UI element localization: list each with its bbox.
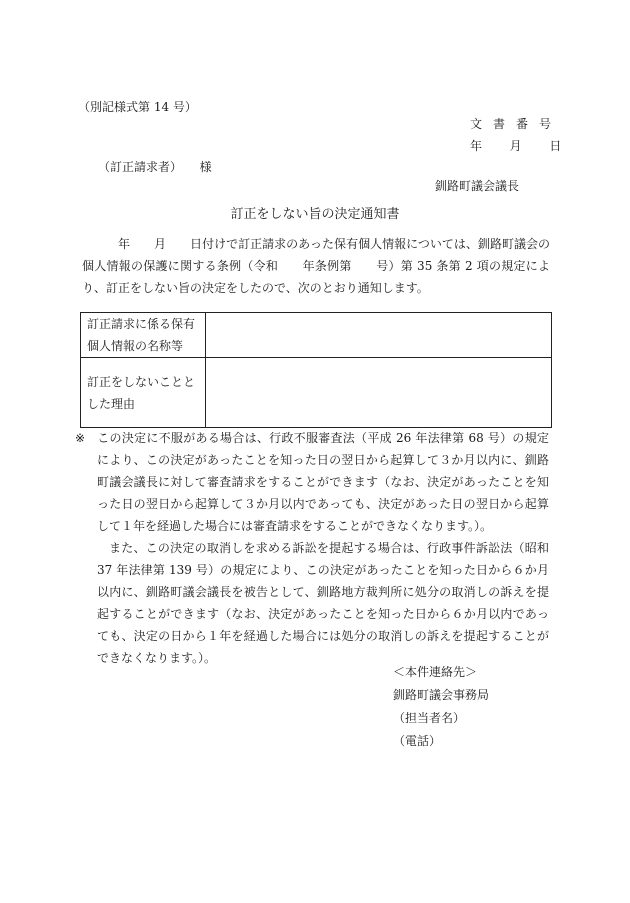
table-row <box>81 358 552 428</box>
recipient-label: （訂正請求者） <box>98 160 183 174</box>
issuer-name: 釧路町議会議長 <box>435 179 520 193</box>
table-label-cell <box>81 313 206 358</box>
table-row <box>81 313 552 358</box>
recipient-line <box>98 161 212 173</box>
document-number-label: 文書番号 <box>470 117 563 131</box>
note-marker: ※ <box>75 431 86 445</box>
table-label-line: した理由 <box>87 396 136 411</box>
recipient-honorific: 様 <box>199 160 212 174</box>
body-paragraph: 年 月 日付けで訂正請求のあった保有個人情報については、釧路町議会の個人情報の保護に関する条例（令和 年条例第 号）第 35 条第 2 項の規定により、訂正をしない旨の決定をしたので、次のとおり通知します。 <box>82 237 550 295</box>
document-title: 訂正をしない旨の決定通知書 <box>230 207 400 222</box>
contact-block <box>393 661 489 753</box>
contact-phone: （電話） <box>393 734 442 748</box>
table-label-line: 訂正請求に係る保有 <box>87 317 196 331</box>
notes-section <box>75 427 549 669</box>
table-value-cell <box>206 313 552 358</box>
form-number: （別記様式第 14 号） <box>78 100 197 114</box>
date-day-label: 日 <box>549 139 562 153</box>
note-1-text: この決定に不服がある場合は、行政不服審査法（平成 26 年法律第 68 号）の規定により、この決定があったことを知った日の翌日から起算して３か月以内に、釧路町議会議長に対して審査請求をすることができます（なお、決定があったことを知った日の翌日から起算して３か月以内であっても、決定があった日の翌日から起算して１年を経過した場合には審査請求をすることができなくなります。）。 <box>97 431 549 533</box>
table-value-cell <box>206 358 552 428</box>
contact-heading: ＜本件連絡先＞ <box>393 665 478 679</box>
note-1 <box>75 427 549 537</box>
contact-office: 釧路町議会事務局 <box>393 688 490 702</box>
date-month-label: 月 <box>509 139 522 153</box>
table-label-cell <box>81 358 206 428</box>
date-line <box>470 140 561 152</box>
table-label-line: 訂正をしないことと <box>87 374 196 389</box>
date-year-label: 年 <box>470 139 483 153</box>
request-table <box>80 312 552 428</box>
table-label-line: 個人情報の名称等 <box>87 339 184 353</box>
contact-person: （担当者名） <box>393 711 466 725</box>
note-2: また、この決定の取消しを求める訴訟を提起する場合は、行政事件訴訟法（昭和 37 年法律第 139 号）の規定により、この決定があったことを知った日から６か月以内に、釧路町議会議長を被告として、釧路地方裁判所に処分の取消しの訴えを提起することができます（なお、決定があったことを知った日から６か月以内であっても、決定の日から１年を経過した場合には処分の取消しの訴えを提起することができなくなります。）。 <box>97 541 549 665</box>
